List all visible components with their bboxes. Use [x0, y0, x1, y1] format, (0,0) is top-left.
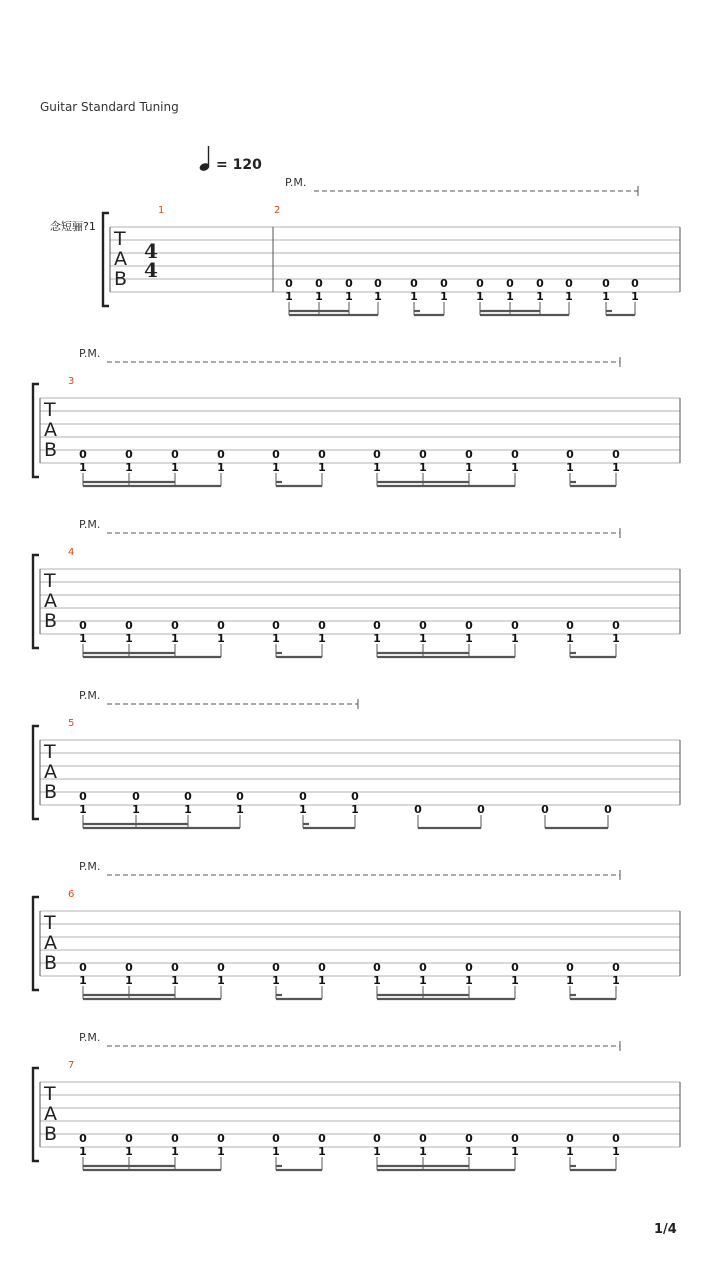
fret-number: 0: [612, 619, 620, 632]
fret-number: 0: [511, 1132, 519, 1145]
fret-number: 0: [79, 961, 87, 974]
fret-number: 0: [440, 277, 448, 290]
fret-number: 1: [476, 290, 484, 303]
fret-number: 1: [272, 632, 280, 645]
fret-number: 1: [419, 461, 427, 474]
tab-clef-letter: B: [44, 1123, 58, 1145]
fret-number: 1: [236, 803, 244, 816]
fret-number: 0: [125, 961, 133, 974]
fret-number: 0: [566, 1132, 574, 1145]
tab-clef-letter: T: [44, 570, 56, 592]
fret-number: 0: [604, 803, 612, 816]
fret-number: 0: [373, 961, 381, 974]
fret-number: 0: [217, 448, 225, 461]
fret-number: 0: [566, 961, 574, 974]
fret-number: 1: [373, 974, 381, 987]
fret-number: 0: [217, 619, 225, 632]
fret-number: 0: [345, 277, 353, 290]
system-bracket: [33, 897, 39, 990]
fret-number: 0: [217, 961, 225, 974]
tab-clef-letter: A: [44, 761, 57, 783]
fret-number: 0: [125, 1132, 133, 1145]
time-signature-bottom: 4: [144, 258, 158, 282]
fret-number: 0: [511, 961, 519, 974]
tab-clef-letter: B: [44, 439, 58, 461]
fret-number: 1: [612, 461, 620, 474]
tab-clef-letter: B: [44, 610, 58, 632]
fret-number: 0: [631, 277, 639, 290]
palm-mute-label: P.M.: [79, 518, 101, 531]
fret-number: 0: [465, 1132, 473, 1145]
fret-number: 1: [217, 461, 225, 474]
fret-number: 0: [299, 790, 307, 803]
fret-number: 0: [541, 803, 549, 816]
fret-number: 0: [419, 961, 427, 974]
fret-number: 1: [465, 974, 473, 987]
fret-number: 1: [318, 461, 326, 474]
fret-number: 1: [171, 1145, 179, 1158]
palm-mute-label: P.M.: [79, 860, 101, 873]
tab-clef-letter: A: [44, 1103, 57, 1125]
fret-number: 0: [566, 619, 574, 632]
instrument-label: 念短骊?1: [50, 220, 96, 233]
system-bracket: [33, 384, 39, 477]
tab-clef-letter: T: [44, 741, 56, 763]
tab-clef-letter: A: [44, 590, 57, 612]
tab-clef-letter: T: [44, 1083, 56, 1105]
palm-mute-label: P.M.: [79, 347, 101, 360]
fret-number: 1: [318, 632, 326, 645]
tab-clef-letter: A: [44, 932, 57, 954]
fret-number: 1: [419, 974, 427, 987]
fret-number: 1: [272, 1145, 280, 1158]
bar-number: 5: [68, 718, 75, 729]
fret-number: 1: [465, 1145, 473, 1158]
fret-number: 1: [511, 1145, 519, 1158]
fret-number: 0: [477, 803, 485, 816]
fret-number: 0: [465, 619, 473, 632]
fret-number: 1: [536, 290, 544, 303]
fret-number: 1: [318, 974, 326, 987]
fret-number: 0: [566, 448, 574, 461]
fret-number: 1: [565, 290, 573, 303]
system-bracket: [33, 1068, 39, 1161]
fret-number: 1: [419, 1145, 427, 1158]
tab-clef-letter: B: [114, 268, 128, 290]
fret-number: 0: [373, 1132, 381, 1145]
tab-clef-letter: T: [44, 912, 56, 934]
fret-number: 1: [217, 632, 225, 645]
fret-number: 0: [511, 448, 519, 461]
tab-clef-letter: T: [44, 399, 56, 421]
fret-number: 1: [419, 632, 427, 645]
fret-number: 1: [171, 974, 179, 987]
palm-mute-label: P.M.: [79, 1031, 101, 1044]
fret-number: 0: [318, 448, 326, 461]
tab-clef-letter: B: [44, 781, 58, 803]
fret-number: 1: [602, 290, 610, 303]
fret-number: 0: [373, 448, 381, 461]
fret-number: 0: [272, 961, 280, 974]
fret-number: 0: [410, 277, 418, 290]
fret-number: 0: [272, 448, 280, 461]
fret-number: 0: [315, 277, 323, 290]
system-bracket: [33, 726, 39, 819]
fret-number: 0: [419, 448, 427, 461]
fret-number: 0: [351, 790, 359, 803]
fret-number: 0: [272, 619, 280, 632]
fret-number: 1: [125, 974, 133, 987]
fret-number: 1: [125, 632, 133, 645]
fret-number: 0: [79, 790, 87, 803]
fret-number: 0: [465, 448, 473, 461]
fret-number: 0: [465, 961, 473, 974]
fret-number: 1: [171, 632, 179, 645]
fret-number: 0: [171, 448, 179, 461]
fret-number: 0: [612, 1132, 620, 1145]
fret-number: 0: [217, 1132, 225, 1145]
fret-number: 0: [236, 790, 244, 803]
fret-number: 0: [612, 961, 620, 974]
fret-number: 0: [272, 1132, 280, 1145]
fret-number: 0: [602, 277, 610, 290]
fret-number: 1: [171, 461, 179, 474]
tab-clef-letter: T: [114, 228, 126, 250]
fret-number: 0: [511, 619, 519, 632]
fret-number: 1: [351, 803, 359, 816]
fret-number: 0: [506, 277, 514, 290]
fret-number: 0: [132, 790, 140, 803]
fret-number: 0: [79, 448, 87, 461]
fret-number: 1: [79, 632, 87, 645]
palm-mute-label: P.M.: [285, 176, 307, 189]
fret-number: 1: [79, 461, 87, 474]
fret-number: 1: [612, 632, 620, 645]
fret-number: 1: [465, 461, 473, 474]
fret-number: 1: [373, 632, 381, 645]
tab-clef-letter: B: [44, 952, 58, 974]
bar-number: 7: [68, 1060, 75, 1071]
bar-number: 2: [274, 205, 281, 216]
fret-number: 1: [345, 290, 353, 303]
page-number: 1/4: [654, 1222, 677, 1237]
fret-number: 1: [184, 803, 192, 816]
fret-number: 0: [318, 1132, 326, 1145]
fret-number: 1: [566, 1145, 574, 1158]
fret-number: 1: [318, 1145, 326, 1158]
fret-number: 0: [171, 1132, 179, 1145]
fret-number: 1: [79, 974, 87, 987]
bar-number: 1: [158, 205, 165, 216]
palm-mute-label: P.M.: [79, 689, 101, 702]
fret-number: 0: [419, 619, 427, 632]
fret-number: 1: [272, 461, 280, 474]
fret-number: 1: [272, 974, 280, 987]
fret-number: 1: [631, 290, 639, 303]
fret-number: 1: [132, 803, 140, 816]
fret-number: 0: [419, 1132, 427, 1145]
fret-number: 1: [612, 974, 620, 987]
time-signature-top: 4: [144, 239, 158, 263]
tab-clef-letter: A: [44, 419, 57, 441]
fret-number: 0: [318, 961, 326, 974]
fret-number: 1: [511, 461, 519, 474]
tempo-value: = 120: [216, 157, 262, 173]
fret-number: 1: [285, 290, 293, 303]
bar-number: 4: [68, 547, 75, 558]
fret-number: 1: [566, 632, 574, 645]
fret-number: 0: [171, 619, 179, 632]
fret-number: 0: [373, 619, 381, 632]
tab-clef-letter: A: [114, 248, 127, 270]
fret-number: 1: [315, 290, 323, 303]
system-bracket: [103, 213, 109, 306]
fret-number: 1: [217, 974, 225, 987]
fret-number: 1: [566, 461, 574, 474]
system-bracket: [33, 555, 39, 648]
fret-number: 1: [299, 803, 307, 816]
fret-number: 0: [125, 619, 133, 632]
fret-number: 1: [506, 290, 514, 303]
fret-number: 0: [318, 619, 326, 632]
fret-number: 1: [217, 1145, 225, 1158]
fret-number: 0: [536, 277, 544, 290]
fret-number: 0: [79, 1132, 87, 1145]
bar-number: 6: [68, 889, 75, 900]
fret-number: 1: [79, 803, 87, 816]
fret-number: 0: [184, 790, 192, 803]
fret-number: 0: [171, 961, 179, 974]
fret-number: 0: [565, 277, 573, 290]
fret-number: 1: [511, 974, 519, 987]
fret-number: 1: [465, 632, 473, 645]
fret-number: 1: [125, 1145, 133, 1158]
fret-number: 0: [414, 803, 422, 816]
fret-number: 0: [79, 619, 87, 632]
fret-number: 1: [511, 632, 519, 645]
fret-number: 1: [612, 1145, 620, 1158]
fret-number: 1: [373, 461, 381, 474]
fret-number: 0: [612, 448, 620, 461]
fret-number: 0: [476, 277, 484, 290]
fret-number: 1: [566, 974, 574, 987]
tuning-label: Guitar Standard Tuning: [40, 100, 179, 114]
fret-number: 0: [285, 277, 293, 290]
fret-number: 1: [440, 290, 448, 303]
fret-number: 1: [410, 290, 418, 303]
fret-number: 1: [79, 1145, 87, 1158]
bar-number: 3: [68, 376, 75, 387]
fret-number: 1: [373, 1145, 381, 1158]
fret-number: 0: [374, 277, 382, 290]
fret-number: 1: [125, 461, 133, 474]
fret-number: 1: [374, 290, 382, 303]
fret-number: 0: [125, 448, 133, 461]
